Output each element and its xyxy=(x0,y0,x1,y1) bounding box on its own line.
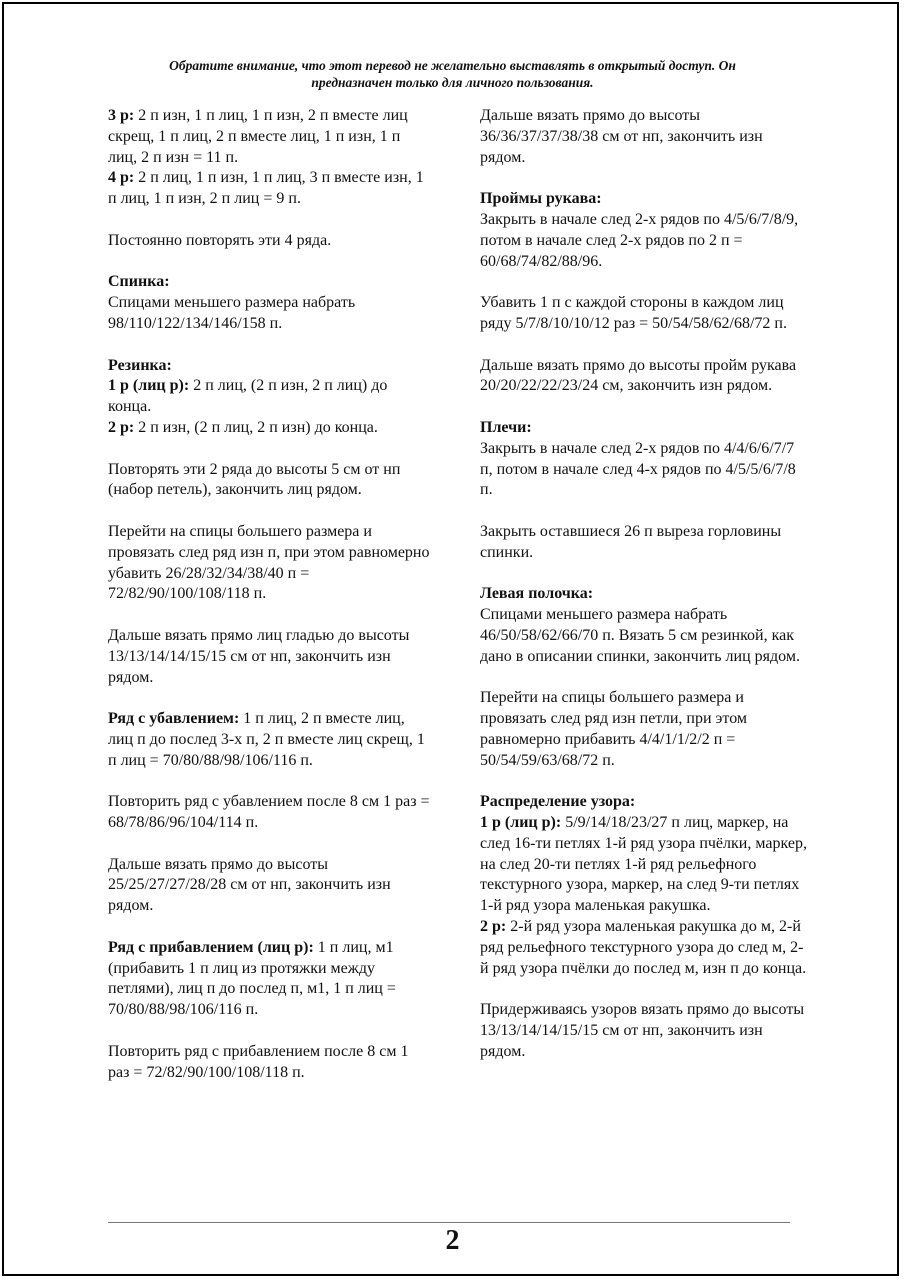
pattern-heading: Распределение узора: xyxy=(480,793,636,811)
straight-knit-3: Дальше вязать прямо до высоты 36/36/37/37/38/38 см от нп, закончить изн рядом. xyxy=(480,107,763,166)
row-3-instruction xyxy=(108,106,430,168)
shoulders-text: Закрыть в начале след 2-х рядов по 4/4/6/6/7/7 п, потом в начале след 4-х рядов по 4/5/5/6/7/8 п. xyxy=(480,439,796,499)
pattern-section xyxy=(480,792,808,917)
rib-row-2-text: 2 п изн, (2 п лиц, 2 п изн) до конца. xyxy=(134,418,378,436)
row-4-text: 2 п лиц, 1 п изн, 1 п лиц, 3 п вместе изн, 1 п лиц, 1 п изн, 2 п лиц = 9 п. xyxy=(108,169,424,208)
rib-row-1-label: 1 р (лиц р): xyxy=(108,377,190,395)
rib-row-1-text: 2 п лиц, (2 п изн, 2 п лиц) до конца. xyxy=(108,377,388,416)
pattern-straight: Придерживаясь узоров вязать прямо до высоты 13/13/14/14/15/15 см от нп, закончить изн рядом. xyxy=(480,1001,805,1060)
increase-row-label: Ряд с прибавлением (лиц р): xyxy=(108,938,314,956)
page-number: 2 xyxy=(445,1225,460,1256)
repeat-4-rows: Постоянно повторять эти 4 ряда. xyxy=(108,231,332,249)
increase-row-text: 1 п лиц, м1 (прибавить 1 п лиц из протяжки между петлями), лиц п до послед п, м1, 1 п лиц = 70/80/88/98/106/116 п. xyxy=(108,938,396,1019)
notice-line-2: предназначен только для личного пользования. xyxy=(311,75,594,90)
rib-repeat: Повторять эти 2 ряда до высоты 5 см от нп (набор петель), закончить лиц рядом. xyxy=(108,460,401,499)
straight-knit-2: Дальше вязать прямо до высоты 25/25/27/27/28/28 см от нп, закончить изн рядом. xyxy=(108,855,391,915)
rib-section xyxy=(108,356,430,418)
armhole-heading: Проймы рукава: xyxy=(480,190,602,208)
row-4-label: 4 р: xyxy=(108,169,135,187)
row-3-label: 3 р: xyxy=(108,107,135,124)
left-front-larger-needles: Перейти на спицы большего размера и провязать след ряд изн петли, при этом равномерно прибавить 4/4/1/1/2/2 п = 50/54/59/63/68/72 п. xyxy=(480,689,748,769)
left-front-section xyxy=(480,584,808,667)
rib-row-2-label: 2 р: xyxy=(108,418,135,436)
decrease-row-text: 1 п лиц, 2 п вместе лиц, лиц п до послед 3-х п, 2 п вместе лиц скрещ, 1 п лиц = 70/80/88/98/106/116 п. xyxy=(108,710,425,769)
row-3-text: 2 п изн, 1 п лиц, 1 п изн, 2 п вместе лиц скрещ, 1 п лиц, 2 п вместе лиц, 1 п изн, 1 п лиц, 2 п изн = 11 п. xyxy=(108,107,408,166)
back-heading: Спинка: xyxy=(108,273,170,291)
increase-row xyxy=(108,938,430,1021)
shoulders-heading: Плечи: xyxy=(480,418,532,436)
armhole-text: Закрыть в начале след 2-х рядов по 4/5/6/7/8/9, потом в начале след 2-х рядов по 2 п = 60/68/74/82/88/96. xyxy=(480,210,799,270)
neck-bindoff: Закрыть оставшиеся 26 п выреза горловины спинки. xyxy=(480,522,782,561)
larger-needles: Перейти на спицы большего размера и провязать след ряд изн п, при этом равномерно убавить 26/28/32/34/38/40 п = 72/82/90/100/108/118 п. xyxy=(108,522,430,603)
pattern-row-2 xyxy=(480,917,808,979)
rib-heading: Резинка: xyxy=(108,356,172,374)
notice-line-1: Обратите внимание, что этот перевод не желательно выставлять в открытый доступ. Он xyxy=(169,58,736,73)
pattern-row-1-label: 1 р (лиц р): xyxy=(480,814,562,832)
decrease-row xyxy=(108,709,430,771)
pattern-row-1-text: 5/9/14/18/23/27 п лиц, маркер, на след 16-ти петлях 1-й ряд узора пчёлки, маркер, на след 20-ти петлях 1-й ряд рельефного текстурного узора, маркер, на след 9-ти петлях 1-й ряд узора маленькая ракушка. xyxy=(480,814,807,915)
right-column xyxy=(480,106,808,1083)
rib-row-2 xyxy=(108,418,430,439)
armhole-section xyxy=(480,189,808,272)
straight-knit-1: Дальше вязать прямо лиц гладью до высоты 13/13/14/14/15/15 см от нп, закончить изн рядом. xyxy=(108,626,410,686)
decrease-repeat: Повторить ряд с убавлением после 8 см 1 раз = 68/78/86/96/104/114 п. xyxy=(108,793,430,832)
pattern-row-2-label: 2 р: xyxy=(480,918,507,936)
back-section xyxy=(108,272,430,334)
decrease-row-label: Ряд с убавлением: xyxy=(108,710,240,728)
left-front-heading: Левая полочка: xyxy=(480,585,594,603)
left-column xyxy=(108,106,430,1104)
row-4-instruction xyxy=(108,168,430,210)
pattern-row-2-text: 2-й ряд узора маленькая ракушка до м, 2-й ряд рельефного текстурного узора до след м, 2-й ряд узора пчёлки до послед м, изн п до конца. xyxy=(480,918,807,977)
armhole-straight: Дальше вязать прямо до высоты пройм рукава 20/20/22/22/23/24 см, закончить изн рядом. xyxy=(480,356,797,395)
shoulders-section xyxy=(480,418,808,501)
increase-repeat: Повторить ряд с прибавлением после 8 см 1 раз = 72/82/90/100/108/118 п. xyxy=(108,1042,409,1081)
back-text: Спицами меньшего размера набрать 98/110/122/134/146/158 п. xyxy=(108,294,356,332)
notice-header xyxy=(100,57,805,91)
left-front-text: Спицами меньшего размера набрать 46/50/58/62/66/70 п. Вязать 5 см резинкой, как дано в описании спинки, закончить лиц рядом. xyxy=(480,606,800,665)
footer-divider xyxy=(108,1222,790,1223)
armhole-decrease: Убавить 1 п с каждой стороны в каждом лиц ряду 5/7/8/10/10/12 раз = 50/54/58/62/68/72 п. xyxy=(480,294,787,332)
